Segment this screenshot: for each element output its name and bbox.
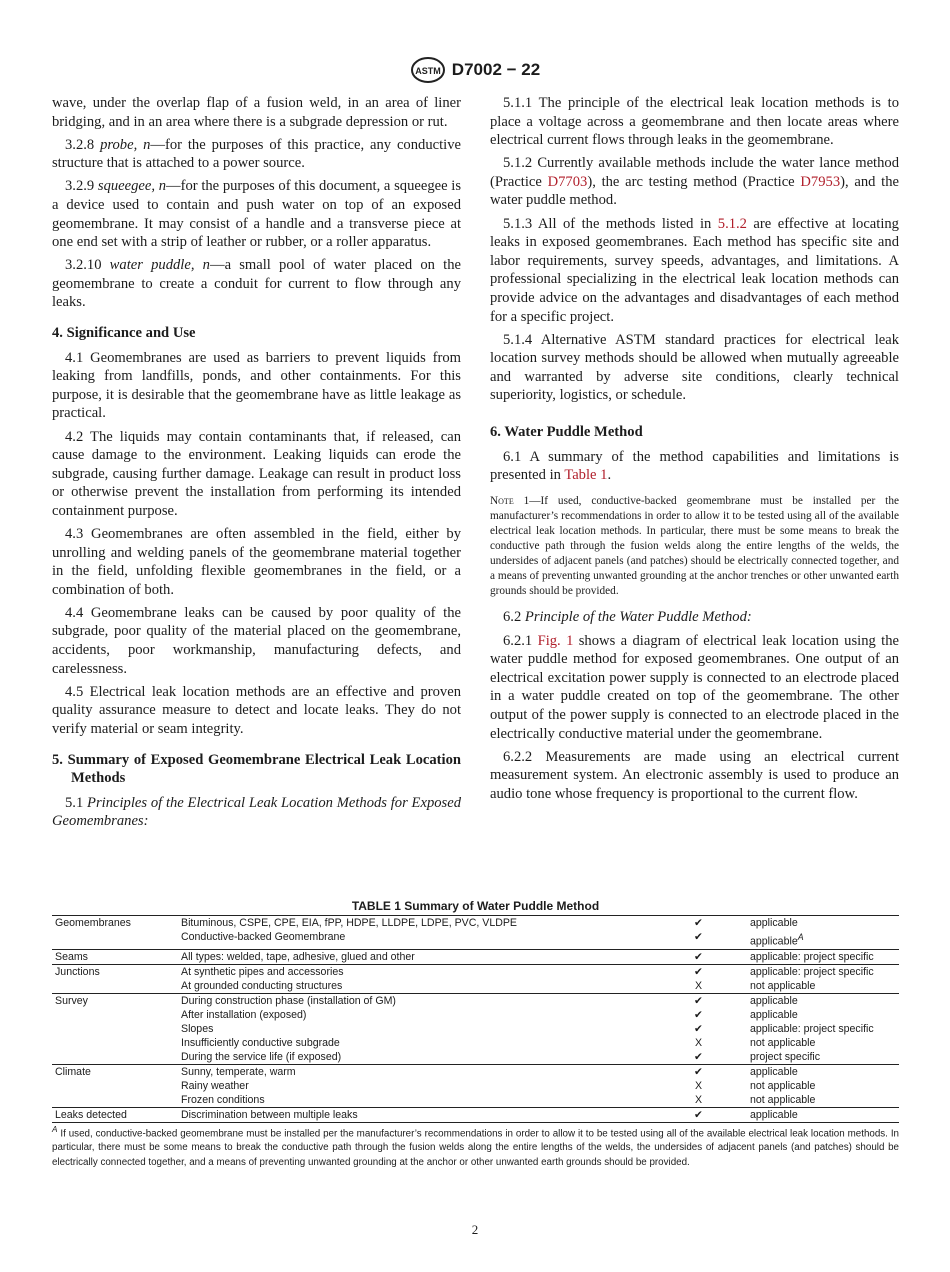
table-footnote: $^A$ If used, conductive-backed geomembrane must be installed per the manufacturer’s recommendations in order to allow it to be tested using all of the available electrical leak location methods. In particular, there must be some means to break the conductive path through the fusion welds along the entire lengths of the welds, the undersides of adjacent panels (and patches) should be electrically connected together, and a means of preventing unwanted grounding at the anchor or other unwanted earth grounds should be provided. [52, 1125, 899, 1168]
row-category [52, 1093, 181, 1108]
table-row [52, 1036, 899, 1050]
row-item: All types: welded, tape, adhesive, glued and other [181, 949, 649, 964]
row-status: applicable [748, 1064, 899, 1079]
paragraph-6-1: 6.1 A summary of the method capabilities and limitations is presented in Table 1. [490, 448, 899, 484]
paragraph-5-1-2: 5.1.2 Currently available methods include the water lance method (Practice D7703), the arc testing method (Practice D7953), and the water puddle method. [490, 155, 899, 209]
paragraph-6-2-2: 6.2.2 Measurements are made using an electrical current measurement system. An electronic assembly is used to produce an audio tone whose frequency is proportional to the current flow. [490, 748, 899, 802]
row-category [52, 1008, 181, 1022]
row-item: At synthetic pipes and accessories [181, 964, 649, 979]
row-category: Seams [52, 949, 181, 964]
row-category: Leaks detected [52, 1107, 181, 1122]
row-category [52, 1022, 181, 1036]
paragraph-5-1: 5.1 Principles of the Electrical Leak Location Methods for Exposed Geomembranes: [52, 794, 461, 830]
astm-logo-icon [410, 56, 446, 84]
row-mark: X [694, 979, 703, 992]
logo-text: ASTM [415, 66, 441, 76]
table-row [52, 916, 899, 931]
row-category [52, 979, 181, 994]
link-fig-1[interactable]: Fig. 1 [537, 632, 574, 649]
row-status: applicable [750, 1008, 798, 1021]
row-mark: ✔ [694, 931, 703, 943]
paragraph-6-2: 6.2 Principle of the Water Puddle Method: [503, 609, 752, 626]
row-status: applicable [748, 916, 899, 931]
link-5-1-2[interactable]: 5.1.2 [717, 215, 747, 232]
paragraph-6-2-1: 6.2.1 Fig. 1 shows a diagram of electrical leak location using the water puddle method for exposed geomembranes. One output of an electrical excitation power supply is connected to an electrode placed in a water puddle created on top of the geomembrane. The other output of the power supply is connected to an electrode placed in the electrically conductive material under the geomembrane. [490, 632, 899, 742]
designation: D7002 − 22 [451, 60, 541, 79]
table-row [52, 979, 899, 994]
term-squeegee: squeegee, n [97, 178, 167, 195]
row-item: Frozen conditions [181, 1093, 265, 1106]
row-mark: ✔ [649, 1107, 748, 1122]
table-row [52, 1079, 899, 1093]
row-item: During the service life (if exposed) [181, 1050, 342, 1063]
paragraph-4-1: 4.1 Geomembranes are used as barriers to prevent liquids from leaking from landfills, ponds, and other containments. For this purpose, it is desirable that the geomembrane have as little leakage as practical. [52, 349, 461, 422]
row-status: project specific [750, 1050, 821, 1063]
row-mark: ✔ [694, 1008, 703, 1021]
row-category: Climate [52, 1064, 181, 1079]
table-row [52, 1008, 899, 1022]
row-item: Rainy weather [181, 1079, 249, 1092]
table-row [52, 993, 899, 1008]
table-row [52, 1093, 899, 1108]
row-item: After installation (exposed) [181, 1008, 307, 1021]
paragraph-5-1-1: 5.1.1 The principle of the electrical leak location methods is to place a voltage across a geomembrane and then locate areas where electrical current flows through leaks in the geomembrane. [490, 95, 899, 149]
row-mark: X [694, 1079, 703, 1092]
row-status: applicable$^A$ [750, 932, 804, 948]
row-category: Survey [52, 993, 181, 1008]
row-item: Conductive-backed Geomembrane [181, 931, 346, 943]
row-item: Insufficiently conductive subgrade [181, 1036, 340, 1049]
row-category [52, 1079, 181, 1093]
row-category: Geomembranes [52, 916, 181, 931]
left-column [52, 94, 461, 835]
paragraph-4-5: 4.5 Electrical leak location methods are an effective and proven quality assurance measure to detect and locate leaks. They do not verify material or seam integrity. [52, 683, 461, 737]
paragraph-3-2-8: 3.2.8 probe, n—for the purposes of this practice, any conductive structure that is attached to a power source. [52, 136, 461, 172]
row-item: At grounded conducting structures [181, 979, 343, 992]
row-mark: ✔ [649, 1064, 748, 1079]
row-status: not applicable [750, 1036, 816, 1049]
row-category [52, 930, 181, 949]
row-status: not applicable [750, 979, 816, 992]
row-status: applicable [748, 1107, 899, 1122]
table-title: TABLE 1 Summary of Water Puddle Method [351, 899, 600, 913]
paragraph-3-2-10: 3.2.10 water puddle, n—a small pool of water placed on the geomembrane to create a conduit for current to flow through any leaks. [52, 257, 461, 311]
row-mark: ✔ [649, 993, 748, 1008]
row-item: Bituminous, CSPE, CPE, EIA, fPP, HDPE, LLDPE, LDPE, PVC, VLDPE [181, 916, 649, 931]
table-row [52, 1064, 899, 1079]
page-header [0, 55, 950, 85]
row-mark: ✔ [649, 964, 748, 979]
right-column [490, 94, 899, 808]
paragraph-5-1-3: 5.1.3 All of the methods listed in 5.1.2 are effective at locating leaks in exposed geomembranes. Each method has specific site and labor requirements, survey speeds, advantages, and limitations. A professional specializing in the electrical leak location methods can provide advice on the advantages and disadvantages of each method for a specific project. [490, 215, 899, 325]
table-row [52, 1022, 899, 1036]
term-water-puddle: water puddle, n [109, 257, 210, 274]
row-item: During construction phase (installation of GM) [181, 993, 649, 1008]
row-category [52, 1036, 181, 1050]
link-d7703[interactable]: D7703 [547, 173, 588, 190]
row-status: not applicable [750, 1079, 816, 1092]
row-mark: X [694, 1093, 703, 1106]
table-row [52, 1107, 899, 1122]
row-item: Sunny, temperate, warm [181, 1064, 649, 1079]
row-category: Junctions [52, 964, 181, 979]
note-1: Note 1—If used, conductive-backed geomembrane must be installed per the manufacturer’s recommendations in order to allow it to be tested using all of the available electrical leak location methods. In particular, there must be some means to break the conductive path through the fusion welds along the entire lengths of the welds, the undersides of adjacent panels (and patches) should be electrically connected together, and a means of preventing unwanted grounding at the anchor trenches or other unwanted earth grounds should be provided. [490, 494, 899, 598]
paragraph-continued: wave, under the overlap flap of a fusion weld, in an area of liner bridging, and in an area where there is a subgrade depression or rut. [52, 95, 461, 130]
table-row [52, 949, 899, 964]
heading-section-5: 5. Summary of Exposed Geomembrane Electrical Leak Location Methods [52, 751, 461, 787]
table-row [52, 964, 899, 979]
heading-section-6: 6. Water Puddle Method [490, 424, 643, 440]
row-mark: X [694, 1036, 703, 1049]
row-status: applicable: project specific [748, 949, 899, 964]
row-mark: ✔ [694, 1022, 703, 1035]
heading-section-4: 4. Significance and Use [52, 325, 196, 342]
row-status: applicable: project specific [750, 1022, 874, 1035]
row-category [52, 1050, 181, 1065]
paragraph-4-4: 4.4 Geomembrane leaks can be caused by poor quality of the subgrade, poor quality of the material placed on the geomembrane, accidents, poor workmanship, manufacturing defects, and carelessness. [52, 604, 461, 677]
link-table-1[interactable]: Table 1 [564, 467, 608, 484]
row-mark: ✔ [649, 949, 748, 964]
row-status: applicable: project specific [748, 964, 899, 979]
paragraph-4-3: 4.3 Geomembranes are often assembled in the field, either by unrolling and welding panels of the geomembrane material together in the field, unfolding flexible geomembranes in the field, or a combination of both. [52, 525, 461, 598]
summary-table [52, 898, 899, 1123]
paragraph-4-2: 4.2 The liquids may contain contaminants that, if released, can cause damage to the environment. Leaking liquids can erode the subgrade, causing further damage. Leakage can result in product loss or otherwise prevent the installation from performing its intended containment purpose. [52, 428, 461, 519]
page-number: 2 [471, 1222, 479, 1237]
paragraph-3-2-9: 3.2.9 squeegee, n—for the purposes of this document, a squeegee is a device used to contain and push water on top of an exposed geomembrane. It may consist of a handle and a transverse piece at one end set with a strip of leather or rubber, or a roller apparatus. [52, 178, 462, 251]
row-mark: ✔ [694, 1050, 703, 1063]
table-row [52, 1050, 899, 1065]
row-item: Discrimination between multiple leaks [181, 1107, 649, 1122]
row-status: not applicable [750, 1093, 816, 1106]
table-row [52, 930, 899, 949]
link-d7953[interactable]: D7953 [800, 173, 841, 190]
paragraph-5-1-4: 5.1.4 Alternative ASTM standard practices for electrical leak location survey methods should be allowed when mutually agreeable and warranted by adverse site conditions, clearly technical superiority, logistics, or schedule. [490, 331, 899, 404]
row-mark: ✔ [649, 916, 748, 931]
row-status: applicable [748, 993, 899, 1008]
term-probe: probe, n [100, 136, 151, 153]
row-item: Slopes [181, 1022, 214, 1035]
